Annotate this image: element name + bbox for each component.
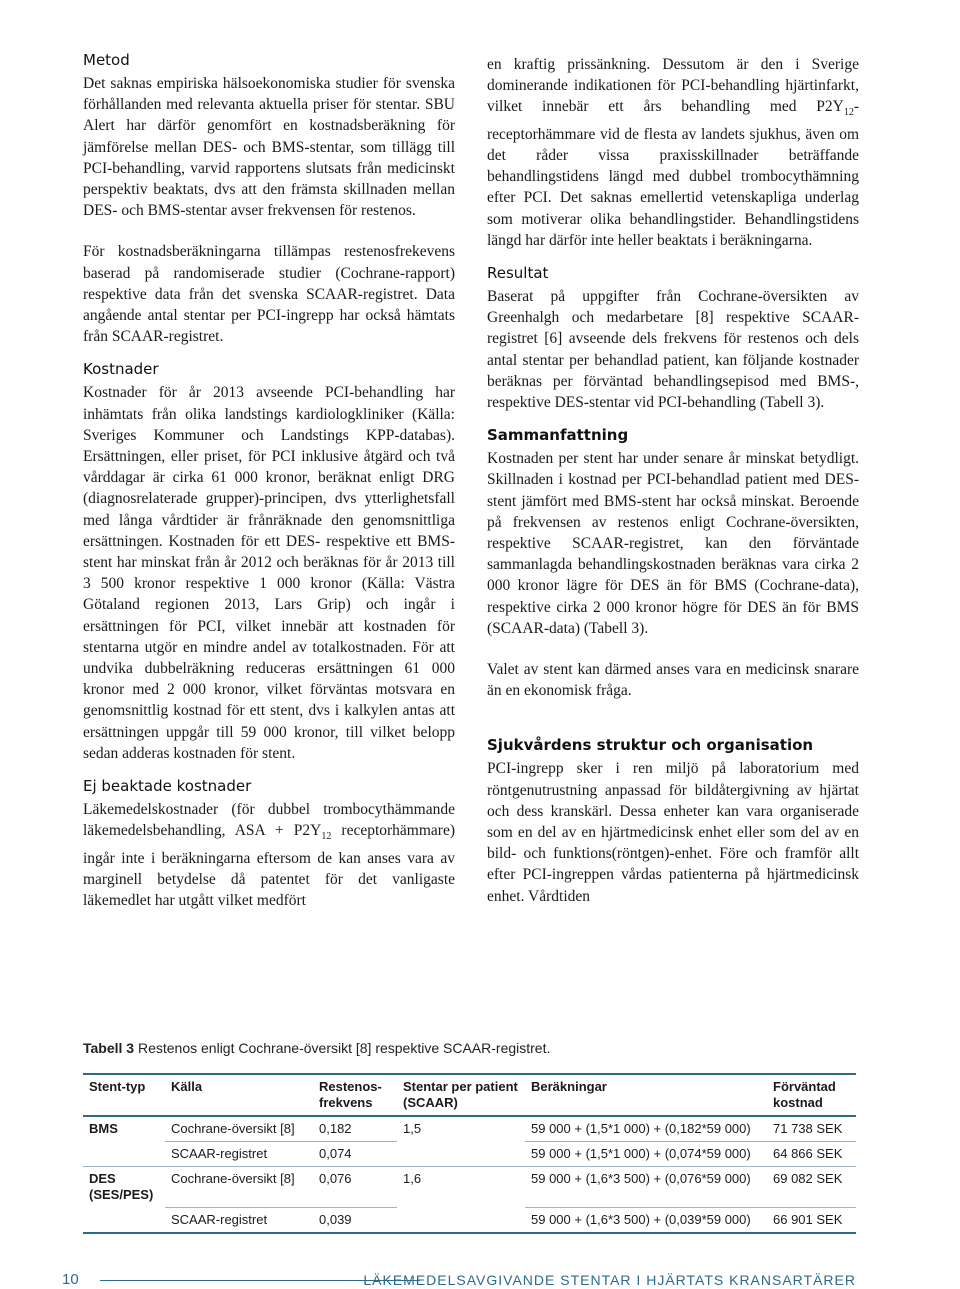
sammanfattning-paragraph-1: Kostnaden per stent har under senare år minskat betydligt. Skillnaden i kostnad per PCI-behandlad patient med DES-stent jämfört med BMS-stent har också minskat. Beroende på frekvensen av restenos enligt Cochrane-översikten, respektive SCAAR-registret, kan den förväntade sammanlagda behandlingskostnaden beräknas vara cirka 2 000 kronor lägre för DES än för BMS (Cochrane-data), respektive cirka 2 000 kronor högre för DES än för BMS (SCAAR-data) (Tabell 3). [487, 450, 859, 637]
table-cell: BMS [89, 1121, 118, 1136]
sjukvard-heading: Sjukvårdens struktur och organisation [487, 736, 814, 755]
kostnader-paragraph: Kostnader för år 2013 avseende PCI-behandling har inhämtats från olika landstings kardiologkliniker (Källa: Sveriges Kommuner och Landstings KPP-databas). Ersättningen, eller priset, för PCI inklusive åtgärd och två vårddagar är cirka 61 000 kronor, beräknat enligt DRG (diagnosrelaterade grupper)-principen, dvs ytterlighetsfall med långa vårdtider är frånräknade den genomsnittliga ersättningen. Kostnaden för ett DES- respektive ett BMS-stent har minskat från år 2012 och beräknas för år 2013 till 3 500 kronor respektive 1 000 kronor (Källa: Västra Götaland regionen 2013, Lars Grip) och ingår i ersättningen för PCI, vilket innebär att kostnaden för stentarna utgör en mindre andel av totalkostnaden. För att undvika dubbelräkning reduceras ersättningen 61 000 kronor med 2 000 kronor, vilket förväntas motsvara en genomsnittlig kostnad för ett stent, dvs i kalkylen antas att ersättningen uppgår till 59 000 kronor, till vilket belopp sedan adderas kostnaden för stent. [83, 384, 455, 762]
table-caption-text: Restenos enligt Cochrane-översikt [8] respektive SCAAR-registret. [134, 1040, 551, 1056]
table-cell: 66 901 SEK [767, 1207, 856, 1233]
table-header-row [83, 1074, 856, 1116]
table-cell: 0,076 [313, 1167, 397, 1208]
table-header-cell: Stentar per patient (SCAAR) [397, 1074, 525, 1116]
table-header-cell: Källa [165, 1074, 313, 1116]
table-header-cell: Beräkningar [525, 1074, 767, 1116]
table-cell: 1,5 [403, 1121, 422, 1136]
table-cell: Cochrane-översikt [8] [165, 1167, 313, 1208]
table-caption [83, 1040, 883, 1056]
table-cell: DES (SES/PES) [89, 1171, 154, 1202]
table-cell: 0,074 [313, 1142, 397, 1167]
results-table [83, 1073, 856, 1234]
table-row [83, 1167, 856, 1208]
right-column [487, 54, 859, 907]
sammanfattning-paragraph-2: Valet av stent kan därmed anses vara en medicinsk snarare än en ekonomisk fråga. [487, 660, 859, 700]
page-number: 10 [62, 1271, 79, 1288]
table-cell: 0,182 [313, 1116, 397, 1142]
table-cell [83, 1207, 165, 1233]
table-row [83, 1207, 856, 1233]
resultat-heading: Resultat [487, 263, 549, 282]
table-row [83, 1116, 856, 1142]
table-cell: 59 000 + (1,5*1 000) + (0,182*59 000) [525, 1116, 767, 1142]
sjukvard-paragraph: PCI-ingrepp sker i ren miljö på laboratorium med röntgenutrustning anpassad för bildåtergivning av hjärtat och dess kranskärl. Dessa enheter kan vara organiserade som en del av en hjärtmedicinsk enhet eller som del av en bild- och funktions(röntgen)-enhet. Före och framför allt efter PCI-ingreppen vårdas patienterna på hjärtmedicinsk enhet. Vårdtiden [487, 760, 859, 905]
table-cell: SCAAR-registret [165, 1142, 313, 1167]
ej-beaktade-heading: Ej beaktade kostnader [83, 777, 252, 796]
table-header-cell: Restenos-frekvens [313, 1074, 397, 1116]
table-header-cell: Stent-typ [83, 1074, 165, 1116]
table-cell [397, 1207, 525, 1233]
table-cell: 64 866 SEK [767, 1142, 856, 1167]
metod-heading: Metod [83, 51, 130, 69]
sammanfattning-heading: Sammanfattning [487, 426, 629, 445]
ej-beaktade-paragraph: Läkemedelskostnader (för dubbel trombocythämmande läkemedelsbehandling, ASA + $P2Y_{12}$ receptorhämmare) ingår inte i beräkningarna eftersom de kan anses vara av marginell betydelse då patentet för det vanligaste läkemedlet har utgått vilket medfört [83, 801, 456, 909]
footer-title: LÄKEMEDELSAVGIVANDE STENTAR I HJÄRTATS KRANSARTÄRER [363, 1272, 856, 1288]
resultat-paragraph: Baserat på uppgifter från Cochrane-översikten av Greenhalgh och medarbetare [8] respektive SCAAR-registret [6] avseende dels frekvens för restenos och dels antal stentar per behandlad patient, kan följande kostnader beräknas per förväntad behandlingsepisod med BMS-, respektive DES-stentar vid PCI-behandling (Tabell 3). [487, 287, 859, 411]
left-column [83, 50, 455, 911]
table-cell: 59 000 + (1,6*3 500) + (0,076*59 000) [525, 1167, 767, 1208]
kostnader-heading: Kostnader [83, 360, 159, 379]
table-cell: 71 738 SEK [767, 1116, 856, 1142]
table-cell: SCAAR-registret [165, 1207, 313, 1233]
table-cell: Cochrane-översikt [8] [165, 1116, 313, 1142]
metod-paragraph-1: Det saknas empiriska hälsoekonomiska studier för svenska förhållanden med relevanta aktuella priser för stentar. SBU Alert har därför genomfört en kostnadsberäkning för jämförelse mellan DES- och BMS-stentar, som tillägg till PCI-behandling, varvid rapportens slutsats från medicinskt perspektiv beaktats, dvs att den främsta skillnaden mellan DES- och BMS-stentar avser frekvensen för restenos. [83, 75, 455, 220]
continuation-paragraph: en kraftig prissänkning. Dessutom är den i Sverige dominerande indikationen för PCI-behandling hjärtinfarkt, vilket innebär ett års behandling med $P2Y_{12}$-receptorhämmare vid de flesta av landets sjukhus, även om det råder vissa praxisskillnader beträffande behandlingstidens längd med dubbel trombocythämning efter PCI. Det saknas emellertid vetenskapliga underlag som motiverar olika behandlingstider. Behandlingstidens längd har därför inte heller beaktats i beräkningarna. [487, 56, 859, 249]
table-cell [397, 1142, 525, 1167]
table-cell [83, 1142, 165, 1167]
table-cell: 0,039 [313, 1207, 397, 1233]
table-cell: 69 082 SEK [767, 1167, 856, 1208]
table-header-cell: Förväntad kostnad [767, 1074, 856, 1116]
table-cell: 59 000 + (1,6*3 500) + (0,039*59 000) [525, 1207, 767, 1233]
metod-paragraph-2: För kostnadsberäkningarna tillämpas restenosfrekevens baserad på randomiserade studier (Cochrane-rapport) respektive data från det svenska SCAAR-registret. Data angående antal stentar per PCI-ingrepp har också hämtats från SCAAR-registret. [83, 243, 455, 346]
table-cell: 59 000 + (1,5*1 000) + (0,074*59 000) [525, 1142, 767, 1167]
table-cell: 1,6 [403, 1171, 422, 1186]
table-caption-label: Tabell 3 [83, 1040, 135, 1056]
table-row [83, 1142, 856, 1167]
